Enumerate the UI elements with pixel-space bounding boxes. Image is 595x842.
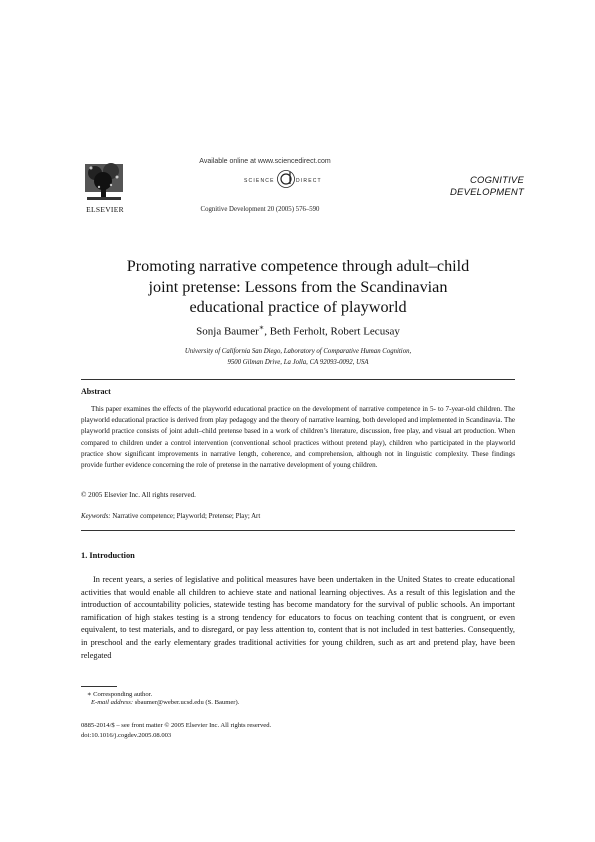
footnote-email — [91, 699, 239, 706]
front-matter-notice: 0885-2014/$ – see front matter © 2005 Elsevier Inc. All rights reserved. — [81, 722, 272, 729]
affiliation-line-2: 9500 Gilman Drive, La Jolla, CA 92093-0092, USA — [227, 359, 369, 366]
journal-logo-line1: COGNITIVE — [469, 175, 524, 186]
introduction-heading: 1. Introduction — [81, 551, 135, 560]
journal-logo — [404, 175, 524, 199]
available-online-text: Available online at www.sciencedirect.com — [199, 158, 331, 165]
journal-citation: Cognitive Development 20 (2005) 576–590 — [200, 206, 320, 213]
abstract-heading: Abstract — [81, 387, 111, 396]
affiliation — [60, 346, 536, 368]
abstract-copyright: © 2005 Elsevier Inc. All rights reserved. — [81, 491, 196, 499]
abstract-text: This paper examines the effects of the playworld educational practice on the development of narrative competence in 5- to 7-year-old children. The playworld educational practice is derived from play pedagogy and the theory of narrative learning, both developed and implemented in Scandinavia. The playworld practice consists of joint adult–child pretense based in a work of children’s literature, discussion, free play, and visual art production. When compared to children under a control intervention (conventional school practices without pretend play), children who participated in the playworld practice show significant improvements in narrative length, coherence, and comprehension, although not in linguistic complexity. These findings provide further evidence concerning the role of pretense in the narrative development of young children. — [81, 405, 516, 470]
keywords-list: Narrative competence; Playworld; Pretense; Play; Art — [112, 513, 261, 520]
article-title — [60, 256, 536, 318]
doi-link[interactable]: doi:10.1016/j.cogdev.2005.08.003 — [81, 732, 172, 739]
footnote-corresponding: ∗ Corresponding author. — [87, 691, 153, 698]
footnote-rule — [81, 686, 117, 687]
title-line-2: joint pretense: Lessons from the Scandinavian — [148, 277, 448, 296]
author-baumer: Sonja Baumer — [196, 325, 259, 338]
affiliation-line-1: University of California San Diego, Laboratory of Comparative Human Cognition, — [184, 348, 412, 355]
title-line-1: Promoting narrative competence through adult–child — [126, 257, 470, 275]
elsevier-tree-logo — [81, 161, 127, 205]
abstract-bottom-rule — [81, 530, 515, 531]
introduction-paragraph: In recent years, a series of legislative and political measures have been undertaken in the United States to create educational activities that would enable all children to achieve state and national learning objectives. As a result of this legislation and the introduction of accountability policies, statewide testing has become mandatory for the survival of public schools. An important ramification of high stakes testing is a strong tendency for educators to focus on teaching content that is congruent, or even equivalent, to test materials, and to disregard, or pay less attention to, content that is not included in test batteries. Consequently, in preschool and the early elementary grades traditional activities for young children, such as art and pretend play, have been relegated — [81, 575, 515, 660]
journal-logo-line2: DEVELOPMENT — [450, 187, 524, 198]
publisher-name: ELSEVIER — [86, 205, 124, 214]
email-link[interactable]: sbaumer@weber.ucsd.edu (S. Baumer). — [133, 699, 240, 706]
authors-rest: , Beth Ferholt, Robert Lecusay — [264, 325, 400, 338]
sciencedirect-right-text: DIRECT — [296, 178, 322, 184]
keywords-label: Keywords: — [81, 513, 111, 520]
author-list — [60, 323, 536, 338]
abstract-top-rule — [81, 379, 515, 380]
email-label: E-mail address: — [91, 699, 134, 706]
sciencedirect-circle-icon — [278, 171, 295, 188]
title-line-3: educational practice of playworld — [189, 298, 407, 316]
corresponding-author-link[interactable]: ∗ — [258, 323, 265, 332]
sciencedirect-left-text: SCIENCE — [244, 178, 275, 184]
sciencedirect-logo — [244, 169, 328, 189]
keywords — [81, 513, 260, 520]
